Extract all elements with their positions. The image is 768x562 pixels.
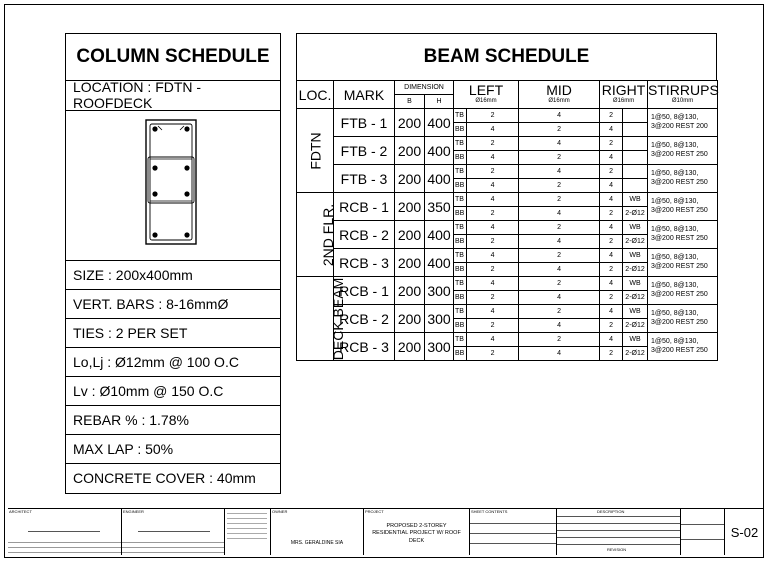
bar-left: 2 (467, 347, 519, 361)
bar-right: 4 (600, 193, 623, 207)
bar-mid: 4 (519, 291, 600, 305)
beam-row-top (297, 249, 718, 263)
bar-right: 2 (600, 109, 623, 123)
bar-left: 4 (467, 151, 519, 165)
sheet-number: S-02 (730, 525, 759, 540)
bar-position-tag: BB (454, 263, 467, 277)
bar-position-tag: TB (454, 193, 467, 207)
beam-width: 200 (395, 249, 425, 277)
beam-mark: RCB - 2 (334, 305, 395, 333)
bar-web (623, 165, 648, 179)
bar-mid: 2 (519, 333, 600, 347)
beam-height: 400 (425, 165, 454, 193)
approval-cell (681, 509, 725, 555)
header-mid: MID Ø16mm (519, 81, 600, 109)
beam-location: FDTN (297, 109, 334, 193)
revision-cell: DESCRIPTION REVISION (557, 509, 681, 555)
engineer-cell: ENGINEER (122, 509, 225, 555)
bar-position-tag: TB (454, 109, 467, 123)
bar-left: 4 (467, 193, 519, 207)
column-schedule-title: COLUMN SCHEDULE (65, 33, 281, 81)
bar-web: 2-Ø12 (623, 291, 648, 305)
column-spec-size: SIZE : 200x400mm (65, 260, 281, 290)
bar-right: 2 (600, 165, 623, 179)
bar-right: 4 (600, 151, 623, 165)
sheet-contents-cell: SHEET CONTENTS (470, 509, 557, 555)
beam-height: 300 (425, 277, 454, 305)
beam-height: 300 (425, 305, 454, 333)
beam-row-top (297, 221, 718, 235)
column-spec-vert-bars: VERT. BARS : 8-16mmØ (65, 289, 281, 319)
title-block (8, 508, 764, 555)
beam-row-top (297, 137, 718, 151)
bar-mid: 2 (519, 277, 600, 291)
beam-location: 2ND FLR. (297, 193, 334, 277)
beam-width: 200 (395, 193, 425, 221)
beam-width: 200 (395, 305, 425, 333)
beam-mark: RCB - 1 (334, 277, 395, 305)
beam-stirrups: 1@50, 8@130, 3@200 REST 250 (648, 165, 718, 193)
project-cell: PROJECT PROPOSED 2-STOREY RESIDENTIAL PROJECT W/ ROOF DECK (364, 509, 470, 555)
bar-left: 2 (467, 291, 519, 305)
bar-right: 2 (600, 235, 623, 249)
beam-width: 200 (395, 221, 425, 249)
beam-stirrups: 1@50, 8@130, 3@200 REST 250 (648, 277, 718, 305)
column-section-svg (66, 111, 280, 260)
bar-left: 2 (467, 165, 519, 179)
bar-mid: 4 (519, 109, 600, 123)
header-b: B (395, 95, 425, 109)
sheet-number-cell (725, 509, 764, 555)
beam-width: 200 (395, 137, 425, 165)
beam-stirrups: 1@50, 8@130, 3@200 REST 250 (648, 249, 718, 277)
beam-schedule-title: BEAM SCHEDULE (296, 33, 717, 81)
beam-stirrups: 1@50, 8@130, 3@200 REST 250 (648, 137, 718, 165)
bar-left: 2 (467, 109, 519, 123)
bar-mid: 2 (519, 249, 600, 263)
bar-left: 4 (467, 305, 519, 319)
beam-mark: FTB - 3 (334, 165, 395, 193)
column-section-drawing (65, 110, 281, 261)
beam-schedule-table (296, 80, 718, 361)
bar-web: 2-Ø12 (623, 263, 648, 277)
beam-width: 200 (395, 277, 425, 305)
bar-position-tag: TB (454, 249, 467, 263)
beam-row-top (297, 333, 718, 347)
bar-web: 2-Ø12 (623, 347, 648, 361)
beam-row-top (297, 277, 718, 291)
bar-right: 2 (600, 137, 623, 151)
bar-mid: 2 (519, 179, 600, 193)
beam-height: 300 (425, 333, 454, 361)
notes-cell (225, 509, 271, 555)
beam-mark: FTB - 1 (334, 109, 395, 137)
bar-web (623, 137, 648, 151)
bar-mid: 4 (519, 165, 600, 179)
bar-position-tag: BB (454, 319, 467, 333)
bar-position-tag: BB (454, 347, 467, 361)
header-mark: MARK (334, 81, 395, 109)
bar-web: 2-Ø12 (623, 207, 648, 221)
column-spec-lo-lj: Lo,Lj : Ø12mm @ 100 O.C (65, 347, 281, 377)
bar-right: 2 (600, 291, 623, 305)
header-dimension: DIMENSION (395, 81, 454, 95)
bar-mid: 4 (519, 235, 600, 249)
bar-web: WB (623, 333, 648, 347)
beam-stirrups: 1@50, 8@130, 3@200 REST 250 (648, 193, 718, 221)
header-stirrups: STIRRUPS Ø10mm (648, 81, 718, 109)
bar-web (623, 123, 648, 137)
bar-mid: 2 (519, 305, 600, 319)
bar-right: 4 (600, 249, 623, 263)
bar-web: 2-Ø12 (623, 319, 648, 333)
architect-cell: ARCHITECT (8, 509, 122, 555)
beam-mark: RCB - 1 (334, 193, 395, 221)
beam-mark: RCB - 2 (334, 221, 395, 249)
bar-position-tag: TB (454, 305, 467, 319)
bar-web: 2-Ø12 (623, 235, 648, 249)
bar-position-tag: TB (454, 221, 467, 235)
beam-row-top (297, 193, 718, 207)
header-right: RIGHT Ø16mm (600, 81, 648, 109)
column-spec-ties: TIES : 2 PER SET (65, 318, 281, 348)
bar-position-tag: BB (454, 207, 467, 221)
owner-name: MRS. GERALDINE SIA (290, 540, 344, 546)
header-h: H (425, 95, 454, 109)
bar-right: 2 (600, 263, 623, 277)
beam-stirrups: 1@50, 8@130, 3@200 REST 250 (648, 333, 718, 361)
header-loc: LOC. (297, 81, 334, 109)
bar-position-tag: TB (454, 333, 467, 347)
bar-left: 4 (467, 249, 519, 263)
bar-web (623, 109, 648, 123)
beam-height: 400 (425, 109, 454, 137)
bar-mid: 2 (519, 221, 600, 235)
beam-width: 200 (395, 333, 425, 361)
bar-web (623, 151, 648, 165)
beam-stirrups: 1@50, 8@130, 3@200 REST 250 (648, 221, 718, 249)
bar-right: 4 (600, 305, 623, 319)
bar-right: 4 (600, 333, 623, 347)
bar-left: 2 (467, 235, 519, 249)
bar-mid: 2 (519, 193, 600, 207)
beam-mark: RCB - 3 (334, 333, 395, 361)
bar-right: 4 (600, 123, 623, 137)
bar-web: WB (623, 249, 648, 263)
header-left: LEFT Ø16mm (454, 81, 519, 109)
beam-height: 400 (425, 221, 454, 249)
beam-height: 400 (425, 249, 454, 277)
beam-stirrups: 1@50, 8@130, 3@200 REST 250 (648, 305, 718, 333)
bar-right: 4 (600, 221, 623, 235)
bar-mid: 4 (519, 137, 600, 151)
bar-right: 4 (600, 277, 623, 291)
bar-right: 2 (600, 207, 623, 221)
beam-mark: FTB - 2 (334, 137, 395, 165)
beam-width: 200 (395, 165, 425, 193)
bar-right: 2 (600, 319, 623, 333)
beam-location: DECK BEAM (297, 277, 334, 361)
bar-right: 4 (600, 179, 623, 193)
beam-height: 350 (425, 193, 454, 221)
bar-left: 2 (467, 263, 519, 277)
column-spec-lv: Lv : Ø10mm @ 150 O.C (65, 376, 281, 406)
bar-mid: 4 (519, 319, 600, 333)
owner-cell: OWNER MRS. GERALDINE SIA (271, 509, 364, 555)
beam-width: 200 (395, 109, 425, 137)
beam-row-top (297, 109, 718, 123)
bar-web: WB (623, 221, 648, 235)
bar-position-tag: TB (454, 277, 467, 291)
column-location: LOCATION : FDTN - ROOFDECK (65, 80, 281, 111)
bar-left: 4 (467, 221, 519, 235)
bar-left: 2 (467, 207, 519, 221)
bar-position-tag: BB (454, 123, 467, 137)
bar-position-tag: TB (454, 137, 467, 151)
bar-left: 4 (467, 179, 519, 193)
bar-web: WB (623, 305, 648, 319)
bar-left: 4 (467, 277, 519, 291)
column-spec-rebar-percent: REBAR % : 1.78% (65, 405, 281, 435)
bar-left: 2 (467, 137, 519, 151)
bar-web: WB (623, 277, 648, 291)
bar-mid: 2 (519, 151, 600, 165)
project-name: PROPOSED 2-STOREY RESIDENTIAL PROJECT W/ ROOF DECK (372, 523, 461, 544)
beam-height: 400 (425, 137, 454, 165)
bar-mid: 4 (519, 263, 600, 277)
column-spec-concrete-cover: CONCRETE COVER : 40mm (65, 463, 281, 494)
bar-left: 4 (467, 123, 519, 137)
column-spec-max-lap: MAX LAP : 50% (65, 434, 281, 464)
beam-stirrups: 1@50, 8@130, 3@200 REST 200 (648, 109, 718, 137)
bar-left: 4 (467, 333, 519, 347)
beam-row-top (297, 165, 718, 179)
bar-position-tag: BB (454, 151, 467, 165)
bar-right: 2 (600, 347, 623, 361)
bar-left: 2 (467, 319, 519, 333)
bar-position-tag: BB (454, 235, 467, 249)
bar-web (623, 179, 648, 193)
bar-position-tag: BB (454, 291, 467, 305)
bar-mid: 4 (519, 207, 600, 221)
beam-mark: RCB - 3 (334, 249, 395, 277)
bar-position-tag: BB (454, 179, 467, 193)
bar-mid: 2 (519, 123, 600, 137)
bar-web: WB (623, 193, 648, 207)
beam-row-top (297, 305, 718, 319)
bar-mid: 4 (519, 347, 600, 361)
bar-position-tag: TB (454, 165, 467, 179)
